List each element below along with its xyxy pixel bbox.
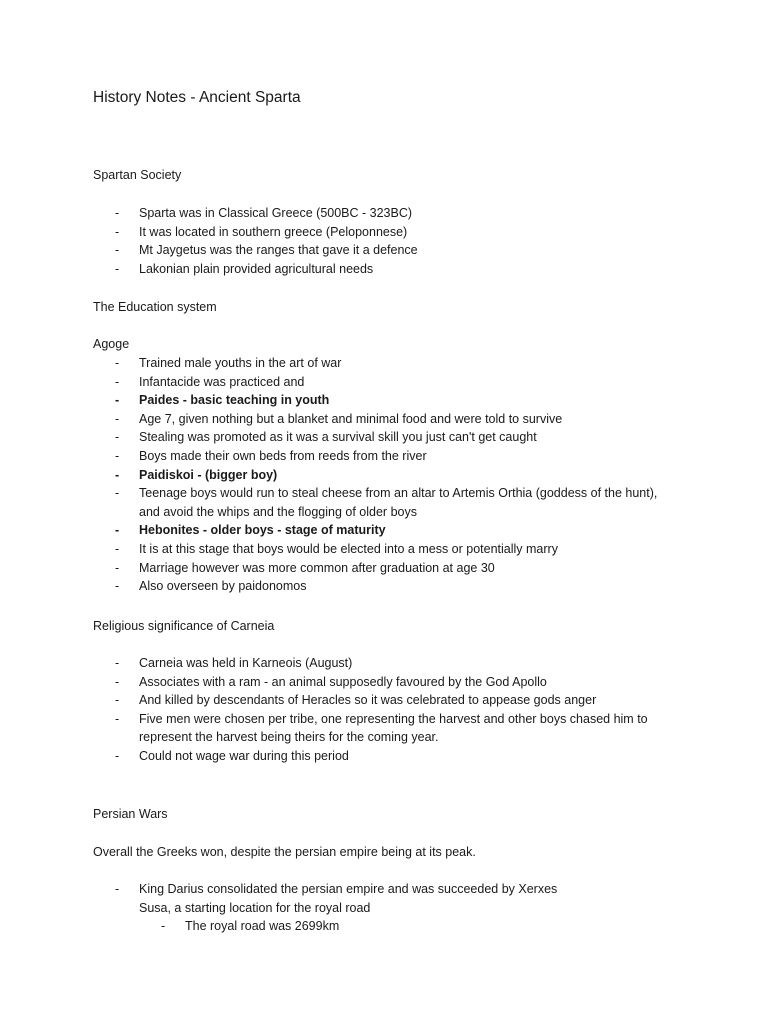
- bullet-dash: -: [115, 261, 120, 276]
- bullet-dash: -: [115, 411, 120, 426]
- list-item: - Also overseen by paidonomos: [93, 577, 693, 596]
- bullet-dash: -: [115, 430, 120, 445]
- bullet-dash: -: [115, 748, 120, 763]
- list-item-stage-paides: - Paides - basic teaching in youth: [93, 391, 693, 410]
- list-item: - Stealing was promoted as it was a survival skill you just can't get caught: [93, 428, 693, 447]
- list-item: - Associates with a ram - an animal supposedly favoured by the God Apollo: [93, 673, 693, 692]
- list-item: - And killed by descendants of Heracles so it was celebrated to appease gods anger: [93, 691, 693, 710]
- list-item-continuation: Susa, a starting location for the royal road: [139, 900, 371, 915]
- section-heading-persian-wars: Persian Wars: [93, 807, 168, 821]
- bullet-dash: -: [115, 486, 120, 501]
- list-item: - It was located in southern greece (Peloponnese): [93, 223, 693, 242]
- list-item: - Infantacide was practiced and: [93, 373, 693, 392]
- bullet-dash: -: [161, 919, 166, 934]
- bullet-dash: -: [115, 656, 120, 670]
- bullet-dash: -: [115, 467, 120, 482]
- list-item: - Age 7, given nothing but a blanket and minimal food and were told to survive: [93, 410, 693, 429]
- list-item: - Boys made their own beds from reeds from the river: [93, 447, 693, 466]
- list-item: - Marriage however was more common after graduation at age 30: [93, 559, 693, 578]
- list-item: - Could not wage war during this period: [93, 747, 693, 766]
- bullet-dash: -: [115, 711, 120, 726]
- section-heading-society: Spartan Society: [93, 168, 182, 182]
- bullet-dash: -: [115, 560, 120, 575]
- bullet-dash: -: [115, 674, 120, 689]
- list-item: - It is at this stage that boys would be elected into a mess or potentially marry: [93, 540, 693, 559]
- bullet-dash: -: [115, 243, 120, 258]
- bullet-dash: -: [115, 882, 120, 896]
- list-item: - Mt Jaygetus was the ranges that gave it a defence: [93, 241, 693, 260]
- document-title: History Notes - Ancient Sparta: [93, 89, 301, 106]
- list-item: - King Darius consolidated the persian empire and was succeeded by Xerxes: [93, 880, 693, 899]
- list-item: - Carneia was held in Karneois (August): [93, 654, 693, 673]
- bullet-dash: -: [115, 393, 120, 408]
- section-heading-education: The Education system: [93, 300, 217, 314]
- bullet-dash: -: [115, 541, 120, 556]
- bullet-dash: -: [115, 374, 120, 389]
- bullet-list-persian-wars: [93, 880, 693, 936]
- bullet-list-carneia: [93, 654, 693, 766]
- section-heading-carneia: Religious significance of Carneia: [93, 619, 275, 633]
- bullet-dash: -: [115, 224, 120, 239]
- list-item: - Teenage boys would run to steal cheese from an altar to Artemis Orthia (goddess of the hunt), and avoid the whips and the flogging of older boys: [115, 486, 658, 519]
- list-item: - Sparta was in Classical Greece (500BC - 323BC): [93, 204, 693, 223]
- bullet-dash: -: [115, 448, 120, 463]
- bullet-list-society: [93, 204, 693, 278]
- bullet-dash: -: [115, 356, 120, 370]
- section-summary-persian-wars: Overall the Greeks won, despite the persian empire being at its peak.: [93, 845, 476, 859]
- list-item: - Five men were chosen per tribe, one representing the harvest and other boys chased him to represent the harvest being theirs for the coming year.: [115, 711, 648, 745]
- list-item: - Lakonian plain provided agricultural needs: [93, 260, 693, 279]
- section-heading-agoge: Agoge: [93, 337, 130, 351]
- bullet-dash: -: [115, 579, 120, 594]
- bullet-dash: -: [115, 523, 120, 538]
- bullet-list-agoge: [93, 354, 693, 596]
- list-item: - Trained male youths in the art of war: [93, 354, 693, 373]
- bullet-dash: -: [115, 206, 120, 220]
- list-item-stage-hebonites: - Hebonites - older boys - stage of maturity: [93, 521, 693, 540]
- bullet-dash: -: [115, 693, 120, 708]
- list-item-stage-paidiskoi: - Paidiskoi - (bigger boy): [93, 466, 693, 485]
- list-item-nested: - The royal road was 2699km: [93, 917, 693, 936]
